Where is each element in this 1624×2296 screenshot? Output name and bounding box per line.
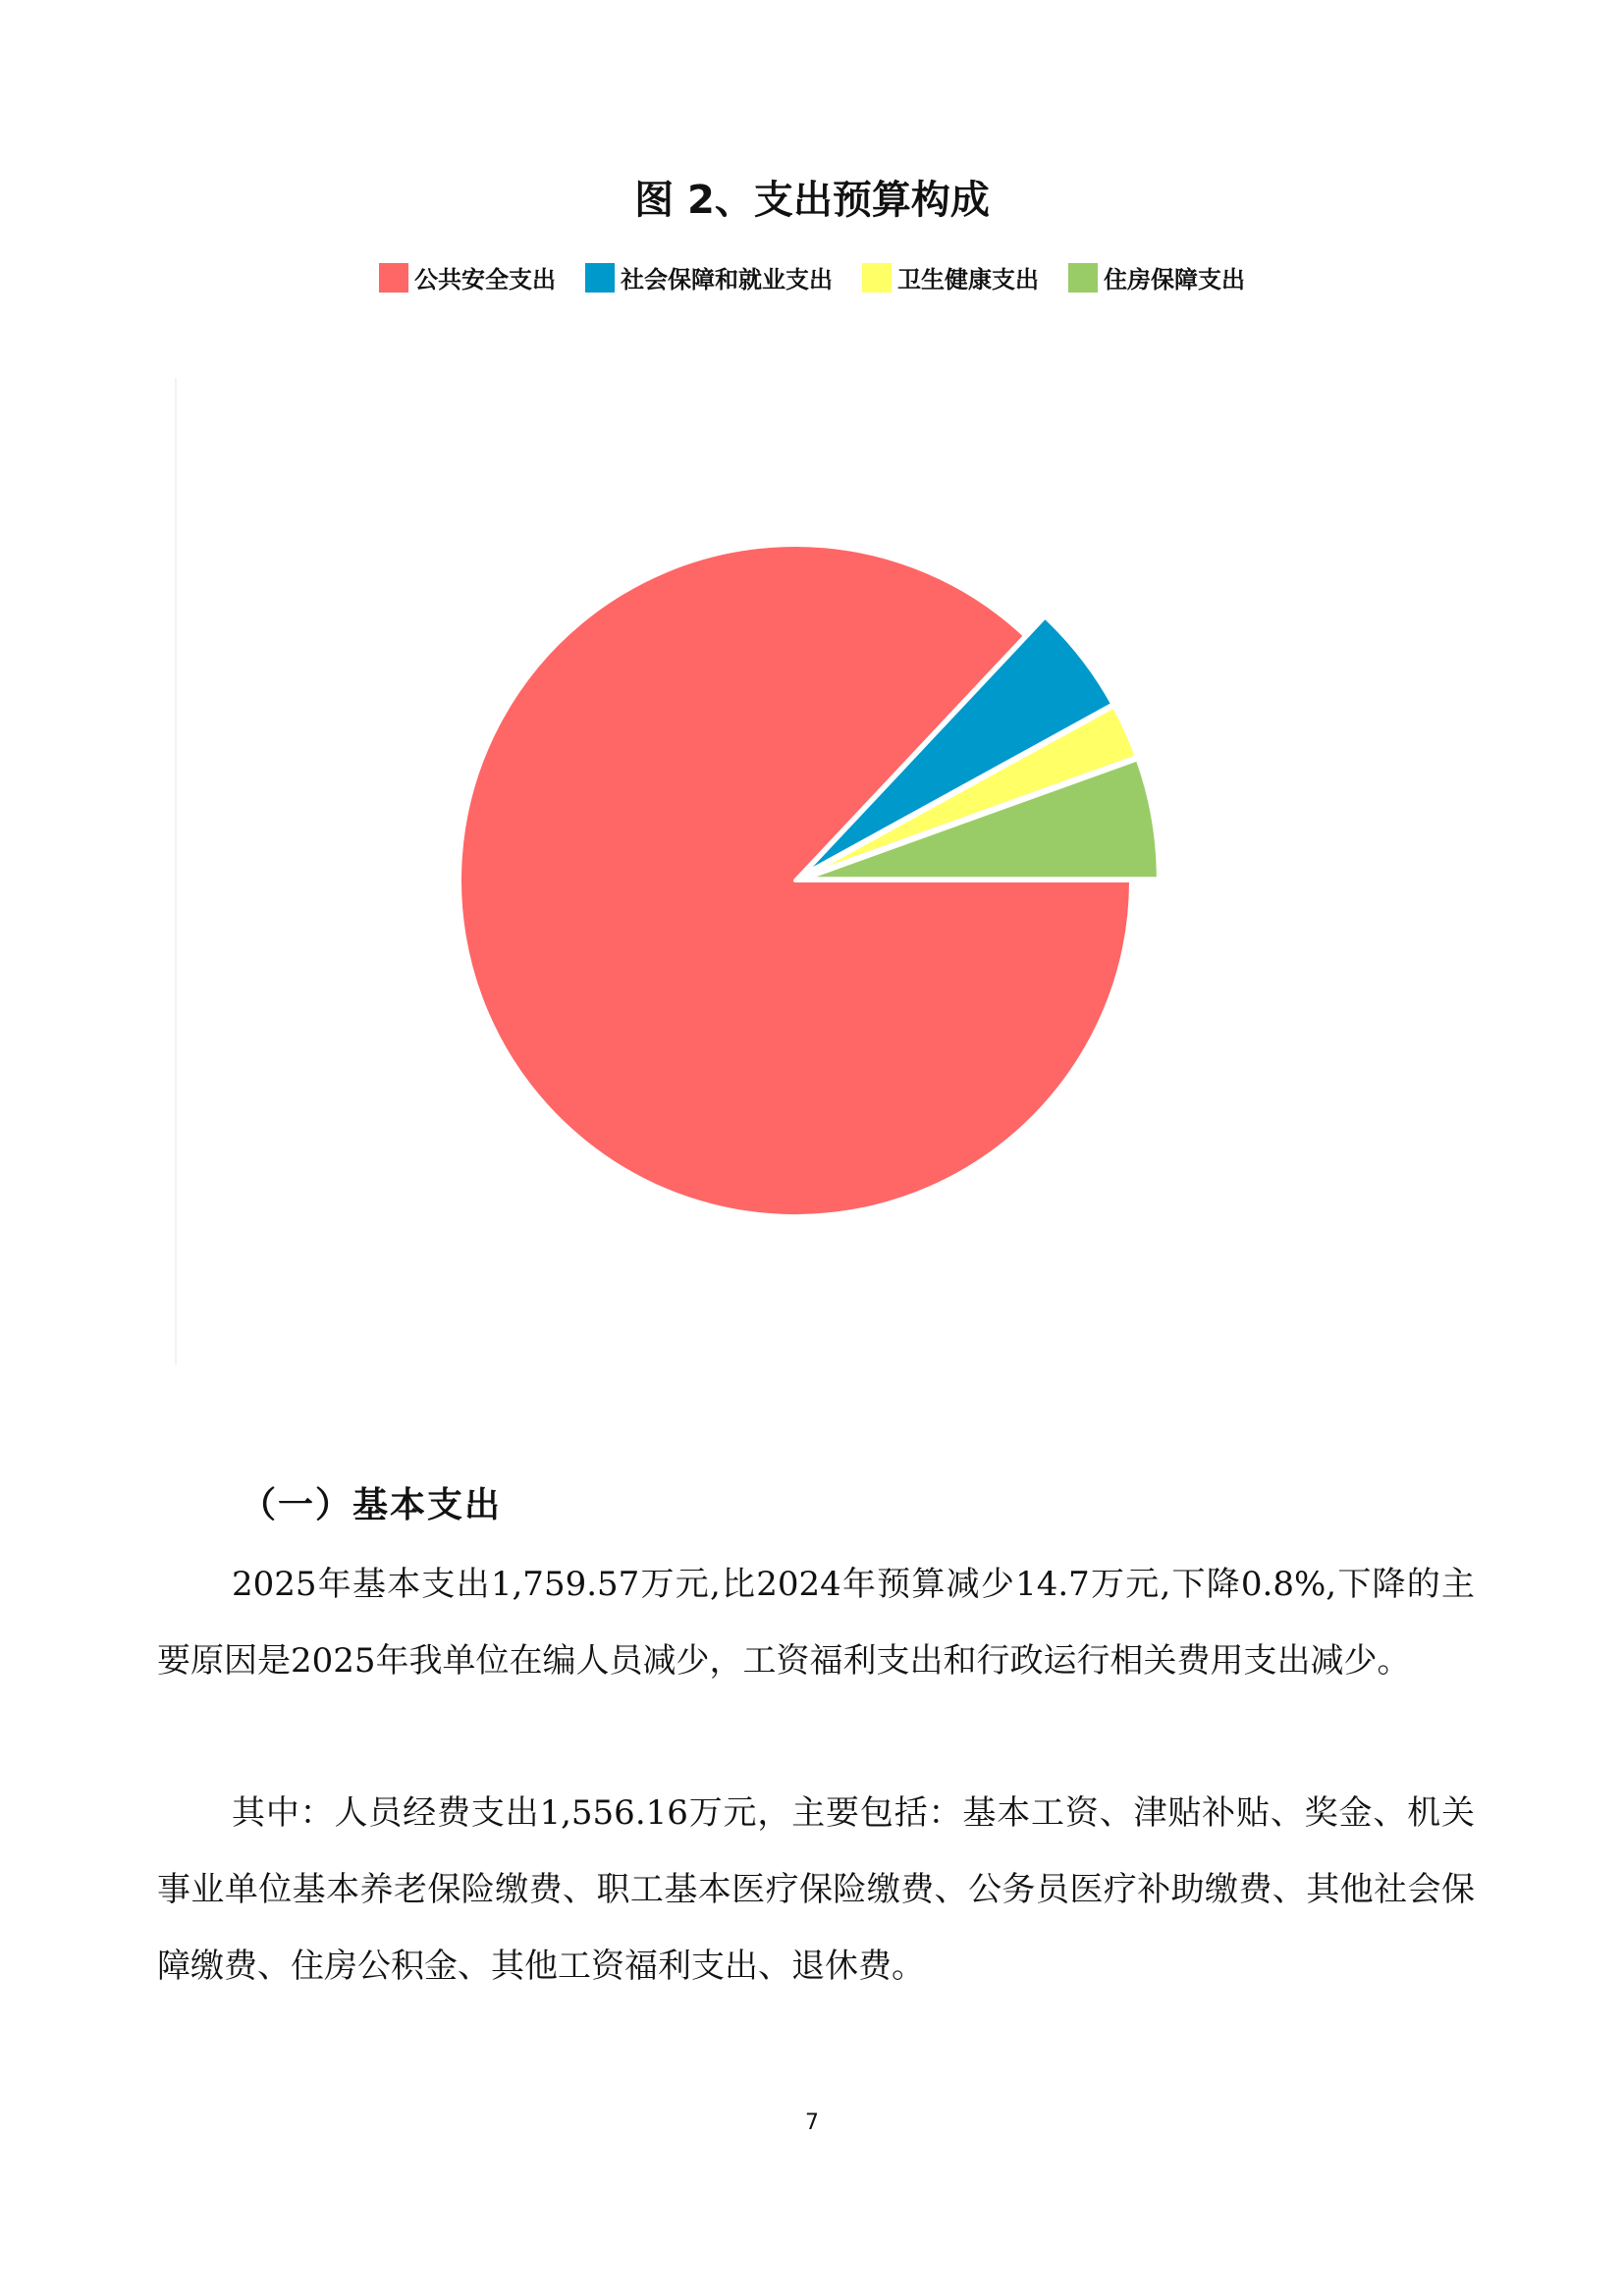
pie-chart — [412, 491, 1218, 1296]
legend-swatch — [1068, 263, 1098, 293]
legend-swatch — [585, 263, 615, 293]
paragraph-personnel-expenditure: 其中：人员经费支出1,556.16万元，主要包括：基本工资、津贴补贴、奖金、机关事业单位基本养老保险缴费、职工基本医疗保险缴费、公务员医疗补助缴费、其他社会保障缴费、住房公积金、其他工资福利支出、退休费。 — [157, 1793, 1475, 1986]
legend-label: 卫生健康支出 — [897, 266, 1039, 294]
legend-item — [862, 260, 1039, 294]
figure-title: 图 2、支出预算构成 — [634, 178, 990, 223]
legend-label: 社会保障和就业支出 — [621, 266, 833, 294]
legend-label: 公共安全支出 — [414, 266, 556, 294]
legend-item — [379, 260, 556, 294]
chart-legend — [0, 260, 1624, 294]
paragraph-basic-expenditure: 2025年基本支出1,759.57万元,比2024年预算减少14.7万元,下降0.8%,下降的主要原因是2025年我单位在编人员减少，工资福利支出和行政运行相关费用支出减少。 — [157, 1565, 1475, 1681]
page-number: 7 — [805, 2110, 819, 2135]
legend-label: 住房保障支出 — [1104, 266, 1245, 294]
legend-item — [1068, 260, 1245, 294]
legend-swatch — [862, 263, 892, 293]
legend-swatch — [379, 263, 408, 293]
chart-frame-line — [175, 378, 177, 1364]
section-heading: （一）基本支出 — [241, 1484, 503, 1525]
legend-item — [585, 260, 833, 294]
